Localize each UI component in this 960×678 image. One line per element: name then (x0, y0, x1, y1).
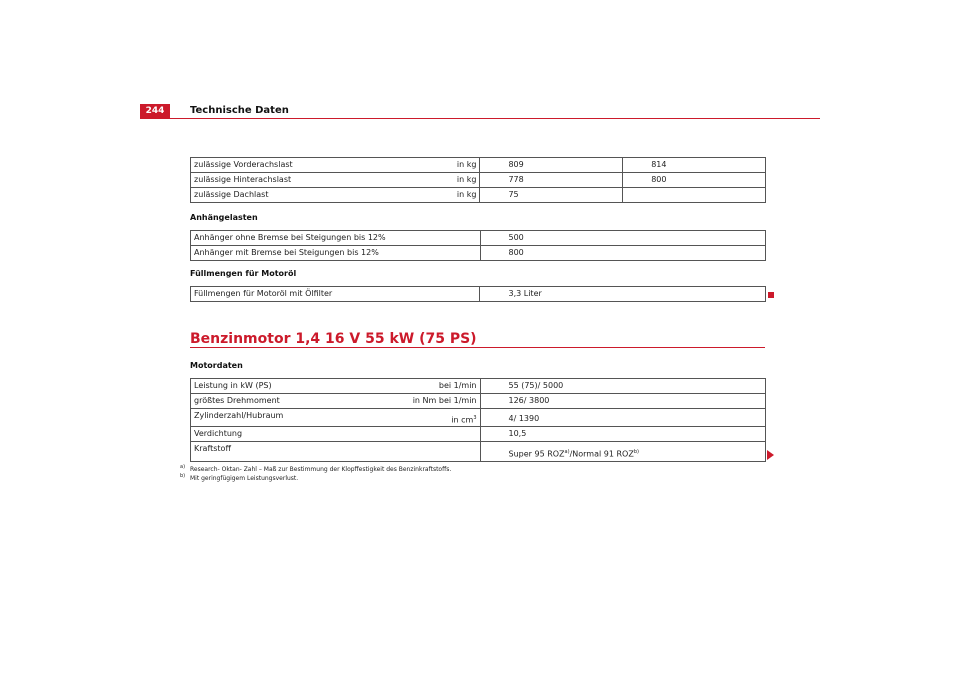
table-cell (191, 379, 481, 394)
table-row (191, 287, 766, 302)
section-title: Benzinmotor 1,4 16 V 55 kW (75 PS) (190, 331, 477, 347)
row-unit: bei 1/min (438, 381, 477, 390)
table-cell: 778 (480, 173, 623, 188)
row-label: Leistung in kW (PS) (194, 381, 272, 390)
table-row (191, 158, 766, 173)
row-unit: in Nm bei 1/min (412, 396, 477, 405)
footnote-mark: a) (180, 464, 186, 470)
table-cell (623, 188, 766, 203)
footnote-mark: b) (180, 473, 186, 479)
row-label: größtes Drehmoment (194, 396, 280, 405)
page-title: Technische Daten (190, 105, 289, 116)
footnote-a (180, 464, 452, 474)
table-cell: Kraftstoff (191, 442, 481, 462)
table-row (191, 427, 766, 442)
page-number: 244 (140, 104, 170, 119)
section-end-icon (768, 292, 774, 298)
row-label: Zylinderzahl/Hubraum (194, 411, 284, 420)
table-cell (191, 188, 480, 203)
oil-heading: Füllmengen für Motoröl (190, 269, 297, 278)
table-cell: 800 (623, 173, 766, 188)
table-cell (191, 173, 480, 188)
table-cell: 800 (480, 246, 766, 261)
table-row (191, 394, 766, 409)
table-cell: Anhänger ohne Bremse bei Steigungen bis 12% (191, 231, 481, 246)
row-unit: in kg (456, 160, 477, 169)
table-cell: 500 (480, 231, 766, 246)
table-cell: Verdichtung (191, 427, 481, 442)
footnote-ref-b: b) (633, 449, 639, 455)
table-row (191, 379, 766, 394)
footnote-text: Research- Oktan- Zahl – Maß zur Bestimmung der Klopffestigkeit des Benzinkraftstoffs. (190, 466, 452, 473)
table-cell: 809 (480, 158, 623, 173)
fuel-value-b: /Normal 91 ROZ (569, 449, 634, 459)
table-cell: 55 (75)/ 5000 (480, 379, 766, 394)
table-cell (191, 394, 481, 409)
row-label: zulässige Dachlast (194, 190, 269, 199)
table-row (191, 188, 766, 203)
row-label: zulässige Vorderachslast (194, 160, 293, 169)
footnotes (180, 464, 452, 483)
oil-table (190, 286, 766, 302)
engine-data-table (190, 378, 766, 462)
fuel-value-a: Super 95 ROZ (508, 449, 565, 459)
unit-text: in cm (451, 415, 474, 425)
axle-load-table (190, 157, 766, 203)
table-cell: Anhänger mit Bremse bei Steigungen bis 12% (191, 246, 481, 261)
table-cell: Füllmengen für Motoröl mit Ölfilter (191, 287, 480, 302)
table-row (191, 246, 766, 261)
table-row (191, 173, 766, 188)
footnote-ref-a: a) (564, 449, 570, 455)
row-unit: in kg (456, 190, 477, 199)
footnote-text: Mit geringfügigem Leistungsverlust. (190, 475, 299, 482)
table-cell: 4/ 1390 (480, 409, 766, 427)
row-unit (451, 412, 476, 427)
unit-superscript: 3 (473, 415, 477, 421)
table-cell: 10,5 (480, 427, 766, 442)
row-unit: in kg (456, 175, 477, 184)
table-row (191, 231, 766, 246)
row-label: zulässige Hinterachslast (194, 175, 292, 184)
table-cell: 75 (480, 188, 623, 203)
table-cell: 3,3 Liter (480, 287, 766, 302)
table-row (191, 442, 766, 462)
table-cell: 126/ 3800 (480, 394, 766, 409)
table-cell (191, 409, 481, 427)
trailer-table (190, 230, 766, 261)
next-page-arrow-icon (767, 450, 774, 460)
trailer-heading: Anhängelasten (190, 213, 258, 222)
header-divider (140, 118, 820, 119)
table-row (191, 409, 766, 427)
table-cell (480, 442, 766, 462)
footnote-b (180, 473, 451, 483)
table-cell (191, 158, 480, 173)
section-divider (190, 347, 765, 348)
table-cell: 814 (623, 158, 766, 173)
engine-data-heading: Motordaten (190, 361, 243, 370)
